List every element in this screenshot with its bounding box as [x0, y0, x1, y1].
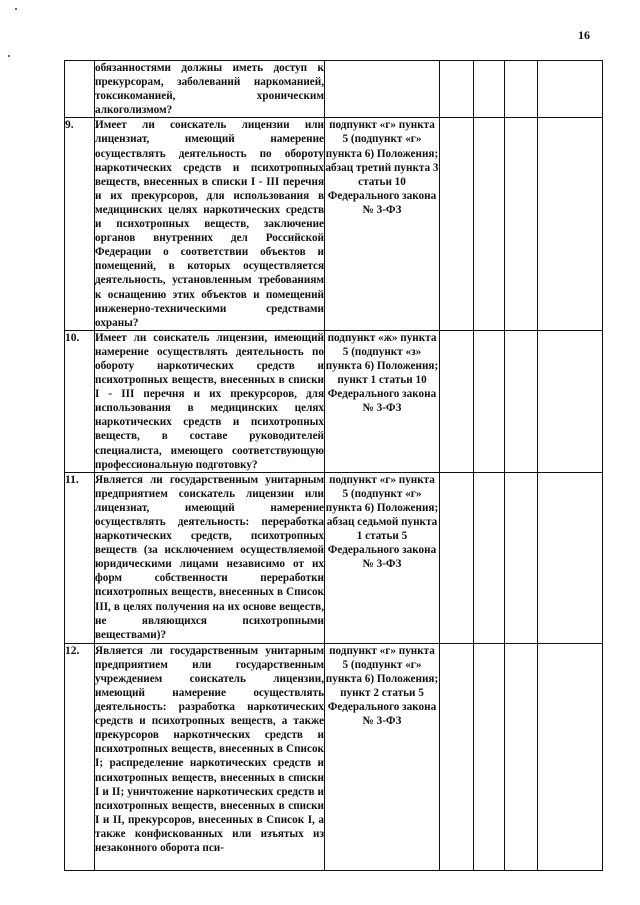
- legal-reference: [325, 61, 440, 118]
- legal-reference: [325, 472, 440, 643]
- reference-line: абзац седьмой пункта 1 статьи 5 Федерального закона № 3-ФЗ: [326, 516, 438, 571]
- row-number: 10.: [65, 330, 95, 472]
- answer-cell: [474, 118, 505, 330]
- reference-line: подпункт «г» пункта 5 (подпункт «г» пункта 6) Положения;: [325, 119, 439, 160]
- question-text: Является ли государственным унитарным предприятием или государственным учреждением соискатель лицензии, имеющий намерение осуществлять деятельность: разработка наркотических средств и психотропных веществ, а также прекурсоров наркотических средств и психотропных веществ, внесенных в Список I; распределение наркотических средств и психотропных веществ, внесенных в списки I и II; уничтожение наркотических средств и психотропных веществ, внесенных в списки I и II, прекурсоров, внесенных в Список I, а также конфискованных или изъятых из незаконного оборота пси-: [95, 643, 325, 870]
- reference-line: абзац третий пункта 3 статьи 10 Федерального закона № 3-ФЗ: [325, 161, 439, 216]
- checklist-table: [64, 60, 603, 871]
- question-text: Имеет ли соискатель лицензии или лицензиат, имеющий намерение осуществлять деятельность по обороту наркотических средств и психотропных веществ, внесенных в списки I - III перечня и их прекурсоров, для использования в медицинских целях наркотических средств и психотропных веществ, заключение органов внутренних дел Российской Федерации о соответствии объектов и помещений, в которых осуществляется деятельность, установленным требованиям к оснащению этих объектов и помещений инженерно-техническими средствами охраны?: [95, 119, 324, 329]
- notes-cell: [538, 118, 603, 330]
- row-number: 12.: [65, 643, 95, 870]
- table-row: [65, 118, 603, 330]
- reference-line: пункт 2 статьи 5 Федерального закона № 3-ФЗ: [327, 687, 437, 728]
- legal-reference: [325, 330, 440, 472]
- scan-speck: [8, 55, 10, 57]
- notes-cell: [538, 643, 603, 870]
- answer-cell: [440, 472, 474, 643]
- table-row: [65, 643, 603, 870]
- answer-cell: [474, 330, 505, 472]
- table-row: [65, 472, 603, 643]
- reference-line: подпункт «ж» пункта 5 (подпункт «з» пункта 6) Положения;: [325, 331, 439, 372]
- answer-cell: [505, 472, 538, 643]
- row-number: 9.: [65, 118, 95, 330]
- question-text: Имеет ли соискатель лицензии, имеющий намерение осуществлять деятельность по обороту наркотических средств и психотропных веществ, внесенных в списки I - III перечня и их прекурсоров, для использования в медицинских целях наркотических средств и психотропных веществ, в составе руководителей специалиста, имеющего соответствующую профессиональную подготовку?: [95, 331, 324, 471]
- table-row: [65, 330, 603, 472]
- answer-cell: [505, 118, 538, 330]
- question-text: Является ли государственным унитарным предприятием соискатель лицензии или лицензиат, имеющий намерение осуществлять деятельность: переработка наркотических средств, психотропных веществ (за исключением осуществляемой юридическими лицами независимо от их форм собственности переработки психотропных веществ, внесенных в Список III, в целях получения на их основе веществ, не являющихся психотропными веществами)?: [95, 472, 325, 643]
- legal-reference: [325, 118, 440, 330]
- reference-line: пункт 1 статьи 10 Федерального закона № 3-ФЗ: [327, 374, 437, 415]
- reference-line: подпункт «г» пункта 5 (подпункт «г» пункта 6) Положения;: [325, 473, 439, 514]
- table-row: [65, 61, 603, 118]
- scan-speck: [15, 8, 17, 10]
- answer-cell: [440, 61, 474, 118]
- reference-line: подпункт «г» пункта 5 (подпункт «г» пункта 6) Положения;: [325, 644, 439, 685]
- answer-cell: [474, 472, 505, 643]
- row-number: 11.: [65, 472, 95, 643]
- notes-cell: [538, 61, 603, 118]
- answer-cell: [505, 330, 538, 472]
- page-number: 16: [578, 28, 590, 42]
- answer-cell: [474, 643, 505, 870]
- answer-cell: [505, 643, 538, 870]
- answer-cell: [505, 61, 538, 118]
- question-text: обязанностями должны иметь доступ к прекурсорам, заболеваний наркоманией, токсикоманией, хроническим алкоголизмом?: [95, 62, 324, 117]
- answer-cell: [440, 643, 474, 870]
- answer-cell: [440, 330, 474, 472]
- notes-cell: [538, 330, 603, 472]
- row-number: [65, 61, 95, 118]
- answer-cell: [474, 61, 505, 118]
- answer-cell: [440, 118, 474, 330]
- legal-reference: [325, 643, 440, 870]
- notes-cell: [538, 472, 603, 643]
